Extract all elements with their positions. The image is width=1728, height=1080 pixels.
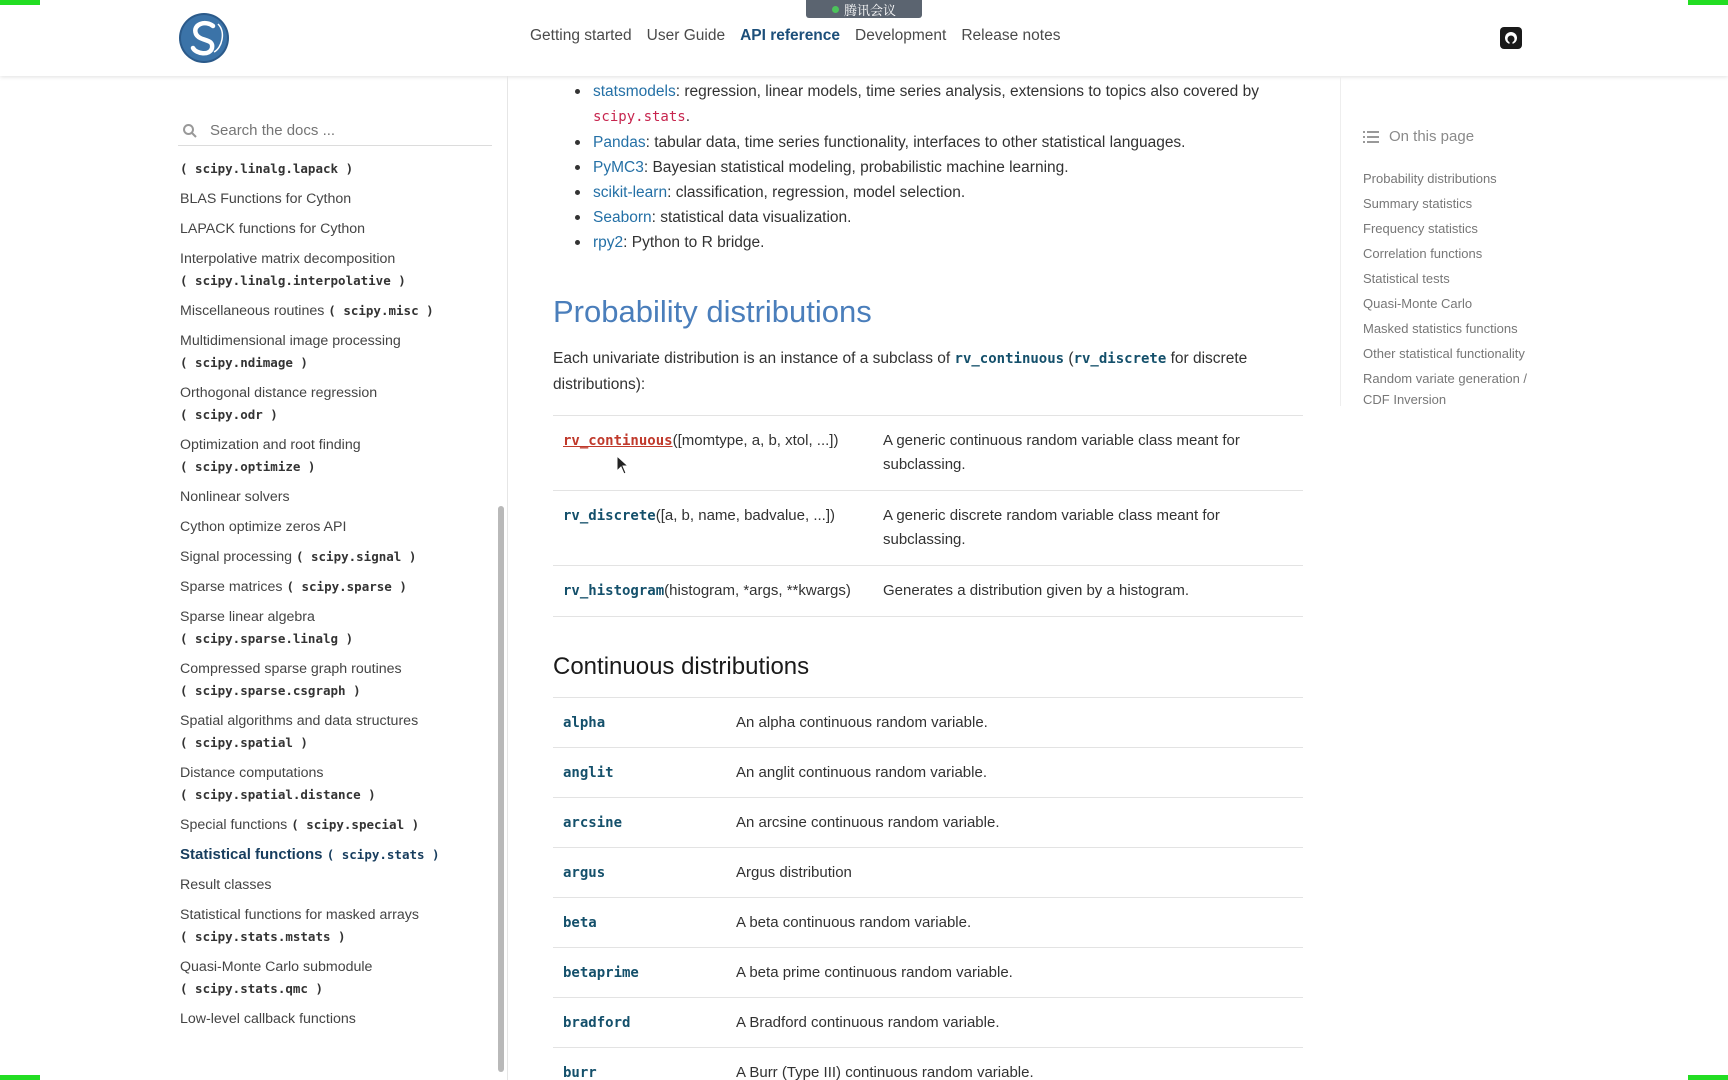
- corner-marker: [0, 1075, 40, 1080]
- sidebar-item-module: ( scipy.stats.mstats ): [180, 929, 346, 944]
- package-description: : Python to R bridge.: [623, 234, 765, 251]
- list-item: [553, 155, 1273, 180]
- class-link[interactable]: rv_histogram: [563, 583, 665, 599]
- sidebar-item-module: ( scipy.misc ): [328, 303, 434, 318]
- sidebar-nav-list: [180, 158, 490, 1038]
- package-link[interactable]: Seaborn: [593, 209, 652, 226]
- sidebar-item-module: ( scipy.sparse.linalg ): [180, 631, 354, 646]
- search-input[interactable]: [210, 122, 480, 139]
- status-dot-icon: [832, 6, 839, 13]
- sidebar-item-label: Multidimensional image processing: [180, 333, 401, 349]
- github-icon[interactable]: [1500, 27, 1522, 49]
- toc-item[interactable]: Random variate generation / CDF Inversion: [1363, 371, 1528, 407]
- sidebar-item-module: ( scipy.stats ): [326, 847, 440, 862]
- package-description: : tabular data, time series functionality, interfaces to other statistical languages.: [645, 134, 1186, 151]
- sidebar-item[interactable]: [180, 874, 490, 896]
- rv-discrete-link[interactable]: rv_discrete: [1073, 351, 1167, 367]
- sidebar-item-label: LAPACK functions for Cython: [180, 221, 366, 237]
- sidebar-item-label: Low-level callback functions: [180, 1011, 356, 1027]
- distribution-link[interactable]: arcsine: [563, 814, 623, 831]
- sidebar-item[interactable]: [180, 956, 490, 1000]
- sidebar-item[interactable]: [180, 330, 490, 374]
- sidebar-item[interactable]: [180, 300, 490, 322]
- sidebar-item-label: BLAS Functions for Cython: [180, 191, 352, 207]
- sidebar-item-label: Spatial algorithms and data structures: [180, 713, 419, 729]
- toc-item[interactable]: Correlation functions: [1363, 246, 1483, 261]
- signature-args: (histogram, *args, **kwargs): [664, 582, 851, 599]
- sidebar-item-label: Result classes: [180, 877, 272, 893]
- package-description-tail: .: [685, 108, 691, 125]
- table-row: [553, 698, 1303, 748]
- signature-cell: [563, 579, 883, 603]
- sidebar-item[interactable]: [180, 382, 490, 426]
- toc-item[interactable]: Quasi-Monte Carlo: [1363, 296, 1473, 311]
- list-item: [553, 79, 1273, 130]
- on-this-page-toc: [1340, 76, 1590, 406]
- intro-text: Each univariate distribution is an instance of a subclass of: [553, 350, 955, 367]
- package-description: : Bayesian statistical modeling, probabilistic machine learning.: [643, 159, 1069, 176]
- table-row: [553, 798, 1303, 848]
- section-title: Probability distributions: [553, 294, 872, 329]
- table-row: [553, 491, 1303, 566]
- sidebar-item-module: ( scipy.linalg.interpolative ): [180, 273, 406, 288]
- table-row: [553, 416, 1303, 491]
- table-row: [553, 748, 1303, 798]
- sidebar-item[interactable]: [180, 486, 490, 508]
- scipy-stats-link[interactable]: scipy.stats: [593, 109, 686, 125]
- intro-text: (: [1064, 350, 1074, 367]
- package-description: : regression, linear models, time series analysis, extensions to topics also covered by: [675, 83, 1259, 100]
- nav-link-user-guide[interactable]: User Guide: [646, 27, 726, 44]
- toc-title: On this page: [1389, 128, 1475, 145]
- sidebar-item[interactable]: [180, 576, 490, 598]
- signature-args: ([momtype, a, b, xtol, ...]): [672, 432, 839, 449]
- sidebar-item-module: ( scipy.stats.qmc ): [180, 981, 323, 996]
- sidebar-item[interactable]: [180, 1008, 490, 1030]
- meeting-label: 腾讯会议: [843, 2, 896, 18]
- nav-link-development[interactable]: Development: [855, 27, 947, 44]
- class-link[interactable]: rv_continuous: [563, 433, 673, 449]
- sidebar-item[interactable]: [180, 546, 490, 568]
- distribution-description: An anglit continuous random variable.: [736, 764, 987, 781]
- sidebar-item[interactable]: [180, 762, 490, 806]
- sidebar-item-module: ( scipy.optimize ): [180, 459, 316, 474]
- package-link[interactable]: scikit-learn: [593, 184, 668, 201]
- package-link[interactable]: statsmodels: [593, 83, 676, 100]
- sidebar-item[interactable]: [180, 606, 490, 650]
- sidebar-item[interactable]: [180, 814, 490, 836]
- table-row: [553, 998, 1303, 1048]
- sidebar-item-label: Interpolative matrix decomposition: [180, 251, 396, 267]
- sidebar-item-module: ( scipy.sparse ): [286, 579, 407, 594]
- distribution-link[interactable]: betaprime: [563, 964, 639, 981]
- list-icon: [1363, 130, 1379, 144]
- package-link[interactable]: Pandas: [593, 134, 646, 151]
- distribution-link[interactable]: alpha: [563, 714, 606, 731]
- table-row: [553, 566, 1303, 617]
- list-item: [553, 230, 1273, 255]
- sidebar-item-label: Signal processing: [180, 549, 292, 565]
- scipy-logo[interactable]: [178, 12, 230, 64]
- sidebar-item-module: ( scipy.spatial ): [180, 735, 308, 750]
- sidebar-item-module: ( scipy.signal ): [295, 549, 417, 564]
- subsection-title: Continuous distributions: [553, 653, 810, 680]
- distribution-description: Argus distribution: [736, 864, 852, 881]
- distribution-link[interactable]: burr: [563, 1064, 597, 1080]
- sidebar-item-module: ( scipy.spatial.distance ): [180, 787, 376, 802]
- sidebar-item-label: Optimization and root finding: [180, 437, 361, 453]
- related-packages-list: [553, 79, 1273, 255]
- sidebar-item-label: Compressed sparse graph routines: [180, 661, 402, 677]
- corner-marker: [1688, 1075, 1728, 1080]
- search-box[interactable]: [178, 116, 492, 146]
- nav-link-api-reference[interactable]: API reference: [740, 27, 841, 44]
- sidebar-item-label: Special functions: [180, 817, 288, 833]
- sidebar-item[interactable]: [180, 434, 490, 478]
- sidebar-item[interactable]: [180, 658, 490, 702]
- distribution-link[interactable]: bradford: [563, 1014, 631, 1031]
- list-item: [553, 180, 1273, 205]
- table-row: [553, 1048, 1303, 1080]
- corner-marker: [0, 0, 40, 5]
- table-row: [553, 848, 1303, 898]
- sidebar-scrollbar[interactable]: [498, 506, 504, 1072]
- package-description: : statistical data visualization.: [651, 209, 852, 226]
- nav-link-release-notes[interactable]: Release notes: [961, 27, 1061, 44]
- list-item: [553, 130, 1273, 155]
- sidebar-item[interactable]: [180, 710, 490, 754]
- distribution-description: An alpha continuous random variable.: [736, 714, 988, 731]
- sidebar-item[interactable]: [180, 158, 490, 180]
- top-nav: [530, 27, 1060, 45]
- sidebar-item-label: Distance computations: [180, 765, 324, 781]
- toc-item[interactable]: Probability distributions: [1363, 171, 1497, 186]
- continuous-distributions-table: [553, 697, 1303, 1080]
- sidebar-item-module: ( scipy.sparse.csgraph ): [180, 683, 361, 698]
- distribution-link[interactable]: anglit: [563, 764, 614, 781]
- distribution-link[interactable]: argus: [563, 864, 606, 881]
- sidebar-item-label: Sparse matrices: [180, 579, 283, 595]
- intro-text: for discrete distributions):: [553, 350, 1248, 393]
- sidebar-item[interactable]: [180, 516, 490, 538]
- toc-header: [1363, 128, 1474, 145]
- signature-args: ([a, b, name, badvalue, ...]): [655, 507, 835, 524]
- sidebar-item[interactable]: [180, 844, 490, 866]
- sidebar-item-label: Cython optimize zeros API: [180, 519, 347, 535]
- rv-continuous-link[interactable]: rv_continuous: [954, 351, 1065, 367]
- description-cell: A generic continuous random variable class meant for subclassing.: [883, 432, 1240, 473]
- sidebar-item[interactable]: [180, 188, 490, 210]
- table-row: [553, 948, 1303, 998]
- mouse-cursor-icon: [616, 455, 630, 475]
- signature-cell: [563, 504, 883, 552]
- toc-item[interactable]: Masked statistics functions: [1363, 321, 1518, 336]
- distribution-description: A beta continuous random variable.: [736, 914, 972, 931]
- package-link[interactable]: rpy2: [593, 234, 624, 251]
- left-sidebar: [0, 76, 508, 1080]
- sidebar-item-module: ( scipy.odr ): [180, 407, 278, 422]
- sidebar-item[interactable]: [180, 904, 490, 948]
- sidebar-item-module: ( scipy.special ): [291, 817, 420, 832]
- distribution-description: A Bradford continuous random variable.: [736, 1014, 1000, 1031]
- nav-link-getting-started[interactable]: Getting started: [530, 27, 632, 44]
- sidebar-item-module: ( scipy.linalg.lapack ): [180, 161, 354, 176]
- class-link[interactable]: rv_discrete: [563, 508, 656, 524]
- distribution-link[interactable]: beta: [563, 914, 597, 931]
- description-cell: A generic discrete random variable class meant for subclassing.: [883, 507, 1220, 548]
- meeting-indicator[interactable]: [806, 0, 922, 18]
- sidebar-item-label: Statistical functions: [180, 846, 323, 863]
- sidebar-item-label: Miscellaneous routines: [180, 303, 325, 319]
- distribution-description: A beta prime continuous random variable.: [736, 964, 1013, 981]
- toc-item[interactable]: Other statistical functionality: [1363, 346, 1525, 361]
- sidebar-item-label: Statistical functions for masked arrays: [180, 907, 419, 923]
- package-description: : classification, regression, model selection.: [667, 184, 966, 201]
- rv-classes-table: [553, 415, 1303, 617]
- intro-paragraph: [553, 346, 1253, 398]
- sidebar-item-label: Sparse linear algebra: [180, 609, 315, 625]
- package-link[interactable]: PyMC3: [593, 159, 644, 176]
- sidebar-item-label: Nonlinear solvers: [180, 489, 290, 505]
- toc-item[interactable]: Statistical tests: [1363, 271, 1450, 286]
- sidebar-item-label: Orthogonal distance regression: [180, 385, 378, 401]
- search-icon: [182, 123, 198, 139]
- distribution-description: An arcsine continuous random variable.: [736, 814, 1000, 831]
- distribution-description: A Burr (Type III) continuous random variable.: [736, 1064, 1034, 1080]
- list-item: [553, 205, 1273, 230]
- sidebar-item[interactable]: [180, 248, 490, 292]
- sidebar-item-module: ( scipy.ndimage ): [180, 355, 308, 370]
- table-row: [553, 898, 1303, 948]
- signature-cell: [563, 429, 883, 477]
- sidebar-item-label: Quasi-Monte Carlo submodule: [180, 959, 373, 975]
- description-cell: Generates a distribution given by a histogram.: [883, 582, 1189, 599]
- toc-list: [1363, 168, 1553, 414]
- sidebar-item[interactable]: [180, 218, 490, 240]
- toc-item[interactable]: Summary statistics: [1363, 196, 1473, 211]
- corner-marker: [1688, 0, 1728, 5]
- toc-item[interactable]: Frequency statistics: [1363, 221, 1478, 236]
